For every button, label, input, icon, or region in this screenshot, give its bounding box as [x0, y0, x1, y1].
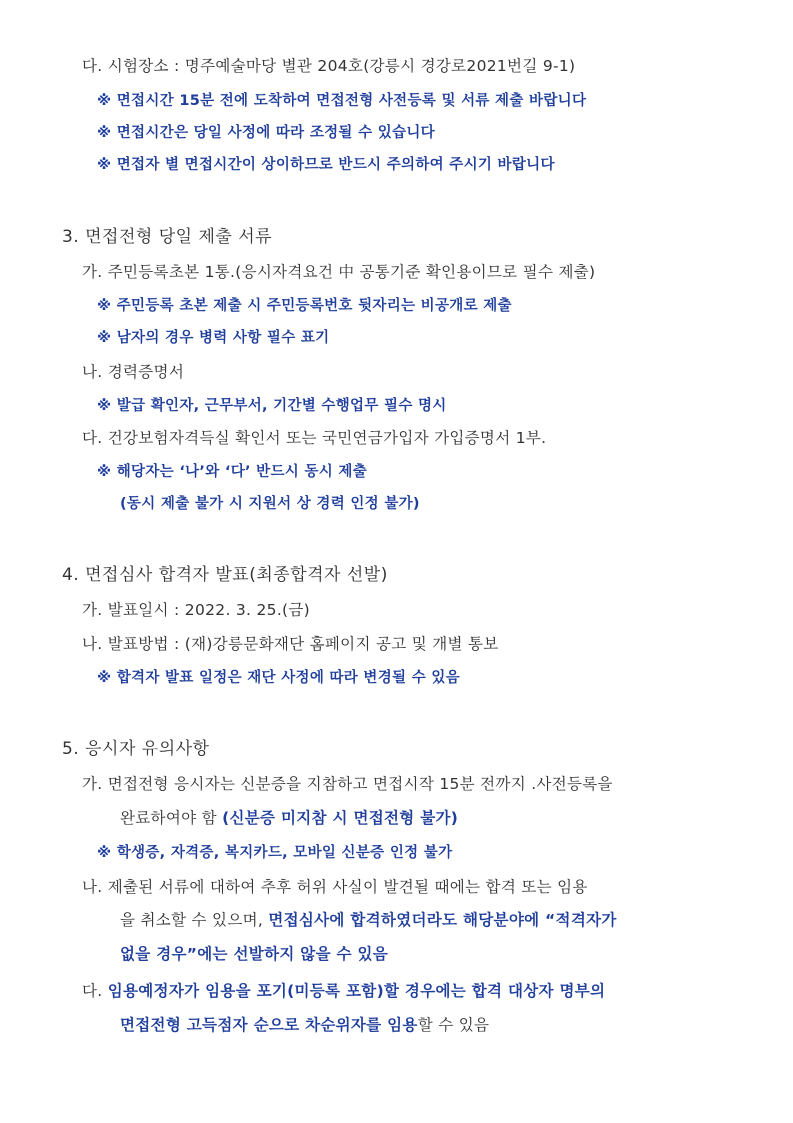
caution-na-line3: 없을 경우”에는 선발하지 않을 수 있음 [120, 945, 389, 963]
note-schedule-change: ※ 합격자 발표 일정은 재단 사정에 따라 변경될 수 있음 [97, 670, 460, 686]
caution-da-prefix: 다. [82, 982, 108, 1000]
section3-heading: 3. 면접전형 당일 제출 서류 [62, 227, 273, 247]
caution-da-line2-bold: 면접전형 고득점자 순으로 차순위자를 임용 [120, 1016, 418, 1034]
note-time-diff: ※ 면접자 별 면접시간이 상이하므로 반드시 주의하여 주시기 바랍니다 [97, 157, 555, 173]
note-career-details: ※ 발급 확인자, 근무부서, 기간별 수행업무 필수 명시 [97, 398, 447, 414]
note-id-not-accepted: ※ 학생증, 자격증, 복지카드, 모바일 신분증 인정 불가 [97, 845, 453, 861]
caution-ga-line1: 가. 면접전형 응시자는 신분증을 지참하고 면접시작 15분 전까지 .사전등록을 [82, 775, 613, 793]
announce-date: 가. 발표일시 : 2022. 3. 25.(금) [82, 601, 311, 619]
doc-resident-abstract: 가. 주민등록초본 1통.(응시자격요건 中 공통기준 확인용이므로 필수 제출) [82, 263, 596, 281]
section4-heading: 4. 면접심사 합격자 발표(최종합격자 선발) [62, 565, 388, 585]
caution-ga-line2 [120, 808, 458, 828]
caution-da-line2 [120, 1015, 489, 1035]
caution-na-line2-plain: 을 취소할 수 있으며, [120, 911, 269, 929]
note-not-recognized: (동시 제출 불가 시 지원서 상 경력 인정 불가) [120, 496, 420, 512]
caution-ga-line2-bold: (신분증 미지참 시 면접전형 불가) [222, 809, 459, 827]
note-military: ※ 남자의 경우 병력 사항 필수 표기 [97, 330, 330, 346]
announce-method: 나. 발표방법 : (재)강릉문화재단 홈페이지 공고 및 개별 통보 [82, 635, 499, 653]
doc-career-cert: 나. 경력증명서 [82, 363, 185, 381]
caution-da-line1-bold: 임용예정자가 임용을 포기(미등록 포함)할 경우에는 합격 대상자 명부의 [107, 982, 606, 1000]
caution-na-line2-bold: 면접심사에 합격하였더라도 해당분야에 “적격자가 [268, 911, 617, 929]
note-arrival: ※ 면접시간 15분 전에 도착하여 면접전형 사전등록 및 서류 제출 바랍니다 [97, 93, 587, 109]
caution-ga-line2-plain: 완료하여야 함 [120, 809, 223, 827]
note-adjust: ※ 면접시간은 당일 사정에 따라 조정될 수 있습니다 [97, 125, 435, 141]
exam-location: 다. 시험장소 : 명주예술마당 별관 204호(강릉시 경강로2021번길 9-1) [82, 57, 576, 75]
caution-da-line2-plain: 할 수 있음 [417, 1016, 490, 1034]
caution-na-line1: 나. 제출된 서류에 대하여 추후 허위 사실이 발견될 때에는 합격 또는 임용 [82, 878, 588, 896]
caution-da-line1 [82, 981, 605, 1001]
caution-na-line2 [120, 910, 617, 930]
note-resident-number: ※ 주민등록 초본 제출 시 주민등록번호 뒷자리는 비공개로 제출 [97, 298, 512, 314]
section5-heading: 5. 응시자 유의사항 [62, 739, 210, 759]
doc-insurance-cert: 다. 건강보험자격득실 확인서 또는 국민연금가입자 가입증명서 1부. [82, 429, 547, 447]
note-submit-both: ※ 해당자는 ‘나’와 ‘다’ 반드시 동시 제출 [97, 464, 368, 480]
